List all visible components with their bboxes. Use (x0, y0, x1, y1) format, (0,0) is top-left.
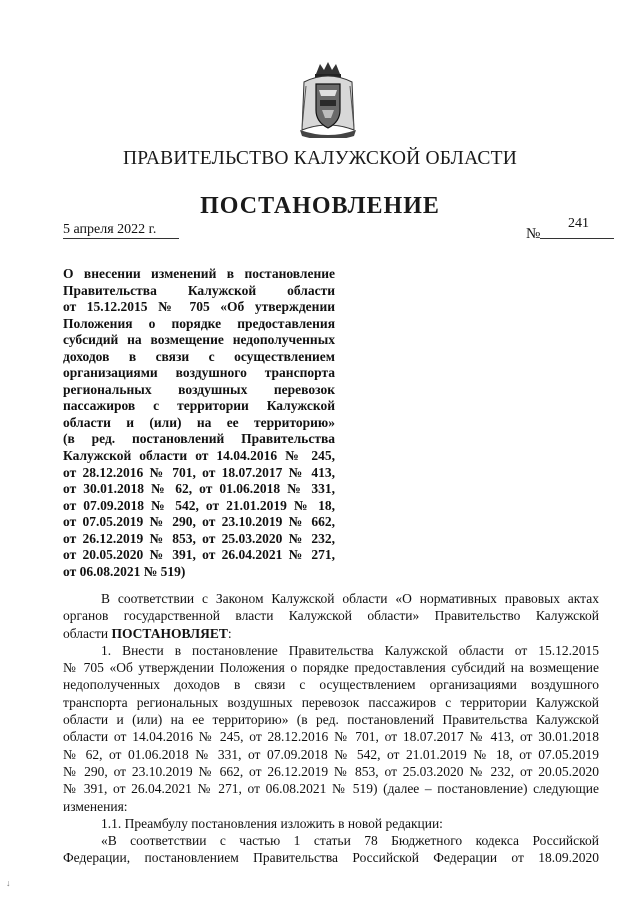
document-date: 5 апреля 2022 г. (63, 222, 157, 237)
body-line: «В соответствии с частью 1 статьи 78 Бюджетного кодекса Российской (101, 833, 599, 849)
body-line: № 705 «Об утверждении Положения о порядке предоставления субсидий на возмещение (63, 660, 599, 676)
subject-line: от 15.12.2015 № 705 «Об утверждении (63, 299, 335, 315)
subject-line: Положения о порядке предоставления (63, 315, 335, 331)
document-number: 241 (568, 216, 589, 231)
body-line (63, 625, 599, 642)
document-type-heading: ПОСТАНОВЛЕНИЕ (200, 193, 440, 219)
subject-line: субсидий на возмещение недополученных (63, 332, 335, 348)
body-line: В соответствии с Законом Калужской области «О нормативных правовых актах (101, 591, 599, 606)
body-line: № 391, от 26.04.2021 № 271, от 06.08.2021 № 519) (далее – постановление) следующие (63, 781, 599, 797)
corner-mark: ↓ (6, 878, 11, 888)
body-line: недополученных доходов в связи с осуществлением организациями воздушного (63, 677, 599, 693)
subject-line: Правительства Калужской области (63, 282, 335, 298)
subject-line: от 06.08.2021 № 519) (63, 563, 186, 579)
subject-line: области и (или) на ее территорию» (63, 414, 335, 430)
body-text: : (227, 625, 232, 641)
body-text: области (63, 625, 112, 641)
subject-line: от 30.01.2018 № 62, от 01.06.2018 № 331, (63, 481, 335, 497)
subject-line: от 07.09.2018 № 542, от 21.01.2019 № 18, (63, 497, 335, 513)
body-line: транспорта региональных воздушных перевозок пассажиров с территории Калужской (63, 694, 599, 710)
body-line: Федерации, постановлением Правительства Российской Федерации от 18.09.2020 (63, 850, 599, 866)
body-line: области от 14.04.2016 № 245, от 28.12.2016 № 701, от 18.07.2017 № 413, от 30.01.2018 (63, 729, 599, 745)
body-line: области и (или) на ее территорию» (в ред. постановлений Правительства Калужской (63, 712, 599, 728)
subject-line: от 28.12.2016 № 701, от 18.07.2017 № 413, (63, 464, 335, 480)
body-line: органов государственной власти Калужской области» Правительство Калужской (63, 608, 599, 624)
document-body (63, 590, 599, 867)
subject-line: организациями воздушного транспорта (63, 365, 335, 381)
subject-line: доходов в связи с осуществлением (63, 348, 335, 364)
subject-line: от 26.12.2019 № 853, от 25.03.2020 № 232, (63, 530, 335, 546)
coat-of-arms-icon (298, 60, 358, 138)
body-line: 1. Внести в постановление Правительства Калужской области от 15.12.2015 (101, 642, 599, 658)
resolves-keyword: ПОСТАНОВЛЯЕТ (111, 625, 228, 641)
body-line: № 62, от 01.06.2018 № 331, от 07.09.2018 № 542, от 21.01.2019 № 18, от 07.05.2019 (63, 746, 599, 762)
subject-line: Калужской области от 14.04.2016 № 245, (63, 448, 335, 464)
body-line: 1.1. Преамбулу постановления изложить в новой редакции: (101, 815, 443, 831)
subject-line: (в ред. постановлений Правительства (63, 431, 335, 447)
subject-line: О внесении изменений в постановление (63, 266, 335, 281)
subject-block (63, 266, 335, 580)
subject-line: региональных воздушных перевозок (63, 381, 335, 397)
organization-title: ПРАВИТЕЛЬСТВО КАЛУЖСКОЙ ОБЛАСТИ (123, 148, 517, 169)
body-line: № 290, от 23.10.2019 № 662, от 26.12.2019 № 853, от 25.03.2020 № 232, от 20.05.2020 (63, 763, 599, 779)
subject-line: от 20.05.2020 № 391, от 26.04.2021 № 271, (63, 547, 335, 563)
body-line: изменения: (63, 798, 128, 814)
date-underline (63, 238, 179, 239)
subject-line: от 07.05.2019 № 290, от 23.10.2019 № 662, (63, 514, 335, 530)
subject-line: пассажиров с территории Калужской (63, 398, 335, 414)
number-label: № (526, 226, 541, 242)
number-underline (540, 238, 614, 239)
